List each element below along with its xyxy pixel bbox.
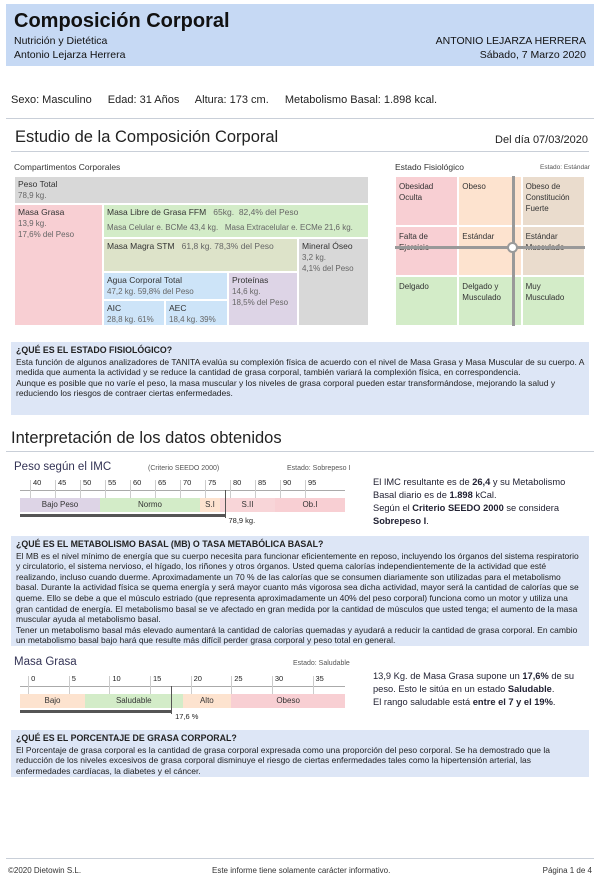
footer-page: Página 1 de 4 [542,866,592,875]
scale-band: S.I [200,498,220,512]
fisio-cell: Delgado [395,276,458,326]
patient-info [11,94,450,106]
scale-tick: 20 [193,674,202,683]
study-title: Estudio de la Composición Corporal [15,128,279,146]
fisio-cell: Muy Musculado [522,276,585,326]
scale-tick: 45 [58,478,67,487]
scale-axis [20,490,345,491]
imc-criterio-bold: Criterio SEEDO 2000 [412,503,504,513]
scale-tick: 40 [33,478,42,487]
grasa-text-4: El rango saludable está [373,697,473,707]
aic-box [103,300,165,326]
report-subtitle: Nutrición y Dietética [14,35,108,47]
scale-tick: 5 [71,674,76,683]
scale-tick: 65 [158,478,167,487]
interp-title: Interpretación de los datos obtenidos [11,429,282,447]
scale-tick: 75 [208,478,217,487]
aec-label: AEC [169,303,187,313]
imc-title: Peso según el IMC [14,461,112,473]
scale-value-mark [171,686,172,714]
scale-band: Obeso [231,694,345,708]
fisio-marker-dot [507,242,518,253]
grasa-pct: 17,6% [522,671,549,681]
grasa-text-3: . [551,684,555,694]
magra-label: Masa Magra STM [107,241,175,251]
info1-p1: Esta función de algunos analizadores de TANITA evalúa su complexión física de acuerdo con el nivel de Masa Grasa y Masa Muscular de su cuerpo. A medida que aumenta la actividad y se reduce la cantidad de grasa corporal, también variará la complexión física, en correspondencia. [16,356,584,378]
scale-value-mark [225,490,226,518]
author-name: Antonio Lejarza Herrera [14,49,126,61]
scale-tick: 15 [153,674,162,683]
fisio-cell: Obeso de Constitución Fuerte [522,176,585,226]
imc-text-3: kCal. [472,490,497,500]
imc-status: Estado: Sobrepeso I [287,465,351,472]
info-porcentaje-grasa [11,730,589,777]
masa-magra-box [103,238,298,272]
study-date: Del día 07/03/2020 [495,134,588,146]
agua-label: Agua Corporal Total [107,275,182,285]
divider [11,151,589,152]
footer-copyright: ©2020 Dietowin S.L. [8,866,82,875]
grasa-estado: Saludable [507,684,552,694]
scale-band: Ob.I [275,498,345,512]
mlg-label: Masa Libre de Grasa FFM [107,207,207,217]
divider [6,858,594,859]
masa-libre-grasa-box [103,204,369,238]
imc-text-5: se considera [503,503,560,513]
imc-value: 26,4 [472,477,491,487]
fisio-marker-line [395,246,585,249]
fisio-cell: Obeso [458,176,521,226]
peso-total-box [14,176,369,204]
aec-box [165,300,228,326]
scale-tick: 95 [308,478,317,487]
oseo-kg: 3,2 kg. [302,253,327,262]
scale-tick: 0 [31,674,36,683]
grasa-text-2: de su peso. Esto le sitúa en un estado [373,671,575,694]
peso-total-label: Peso Total [18,179,58,189]
patient-height: Altura: 173 cm. [194,94,269,106]
masa-grasa-pct: 17,6% del Peso [18,230,75,239]
mlg-pct: 82,4% del Peso [238,207,299,217]
magra-value: 61,8 kg. 78,3% del Peso [181,241,274,251]
scale-tick: 55 [108,478,117,487]
grasa-summary [373,670,588,709]
mineral-oseo-box [298,238,369,326]
patient-sex: Sexo: Masculino [11,94,92,106]
scale-band: Bajo Peso [20,498,100,512]
info-metabolismo-basal [11,536,589,646]
masa-grasa-kg: 13,9 kg. [18,219,47,228]
oseo-pct: 4,1% del Peso [302,264,354,273]
info3-p1: El Porcentaje de grasa corporal es la cantidad de grasa corporal expresada como una proporción del peso corporal. Se ha demostrado que la reducción de los niveles excesivos de grasa corporal disminuye el riesgo de ciertas enfermedades tales como la hipertensión arterial, las enfermedades cardíacas, la diabetes y el cáncer. [16,744,550,776]
fisio-cell: Estándar [522,226,585,276]
info1-title: ¿QUÉ ES EL ESTADO FISIOLÓGICO? [16,345,173,355]
imc-text-6: . [426,516,429,526]
compartments-title: Compartimentos Corporales [14,162,121,172]
imc-criterio: (Criterio SEEDO 2000) [148,465,220,472]
oseo-label: Mineral Óseo [302,241,353,251]
scale-band: Normo [100,498,200,512]
patient-name: ANTONIO LEJARZA HERRERA [435,35,586,47]
aec-value: 18,4 kg. 39% [169,315,216,324]
fisio-grid [395,176,585,326]
masa-grasa-label: Masa Grasa [18,207,65,217]
scale-tick: 35 [315,674,324,683]
fisio-title: Estado Fisiológico [395,162,464,172]
grasa-status: Estado: Saludable [293,660,350,667]
patient-age: Edad: 31 Años [107,94,180,106]
scale-value-label: 78,9 kg. [228,516,256,525]
scale-tick: 70 [183,478,192,487]
scale-tick: 10 [112,674,121,683]
fisio-cell: Delgado y Musculado [458,276,521,326]
imc-scale [20,478,355,528]
imc-text-1: El IMC resultante es de [373,477,473,487]
proteinas-kg: 14,6 kg. [232,287,261,296]
scale-band: S.II [220,498,275,512]
grasa-scale [20,674,355,724]
mlg-kg: 65kg. [213,207,235,217]
masa-extracelular: Masa Extracelular e. ECMe 21,6 kg. [224,223,353,232]
scale-tick: 60 [133,478,142,487]
info1-p2: Aunque es posible que no varíe el peso, la masa muscular y los niveles de grasa corporal pueden estar transformándose, mejorando la salud y reduciendo los riesgos de contraer ciertas enfermedades. [16,377,556,399]
aic-label: AIC [107,303,122,313]
grasa-title: Masa Grasa [14,656,77,668]
agua-value: 47,2 kg. 59,8% del Peso [107,287,194,296]
scale-band: Alto [183,694,232,708]
info2-p2: Tener un metabolismo basal más elevado aumentará la cantidad de calorías quemadas y ayudará a reducir la cantidad de grasa corporal. En cambio un metabolismo basal bajo hará que resulte más difícil perder grasa corporal y peso total en general. [16,624,578,646]
masa-celular: Masa Celular e. BCMe 43,4 kg. [107,223,219,232]
fisio-cell: Obesidad Oculta [395,176,458,226]
scale-band: Bajo [20,694,85,708]
grasa-text-5: . [552,697,556,707]
aic-value: 28,8 kg. 61% [107,315,154,324]
report-date: Sábado, 7 Marzo 2020 [479,49,586,61]
scale-tick: 90 [283,478,292,487]
scale-value-bar [20,710,171,713]
divider [6,118,594,119]
agua-corporal-box [103,272,228,300]
peso-total-value: 78,9 kg. [18,191,47,200]
proteinas-box [228,272,298,326]
scale-band: Saludable [85,694,183,708]
scale-value-bar [20,514,225,517]
info2-title: ¿QUÉ ES EL METABOLISMO BASAL (MB) O TASA METABÓLICA BASAL? [16,539,324,549]
fisio-status: Estado: Estándar [540,164,590,171]
info2-p1: El MB es el nivel mínimo de energía que su cuerpo necesita para funcionar eficientemente en reposo, incluyendo los órganos del sistema respiratorio y circulatorio, el sistema nervioso, el hígado, los riñones y otros órganos. Usted quema calorías independientemente de la actividad que esté realizando, incluso cuando duerme. Aproximadamente un 70 % de las calorías que se consumen diariamente son utilizadas para el metabolismo basal. Durante la actividad física se quema energía y será mayor cuanto más vigorosa sea dicha actividad, mayor será la cantidad de calorías que se queme. Ello se debe a que el músculo estriado (que representa aproximadamente un 40% del peso corporal) funciona como un motor y utiliza una gran cantidad de energía. El metabolismo basal se ve afectado en gran medida por la cantidad de músculos que usted tenga; el aumento de la masa muscular ayuda al metabolismo basal. [16,550,579,625]
report-header [6,4,594,66]
scale-tick: 25 [234,674,243,683]
scale-tick: 85 [258,478,267,487]
masa-grasa-box [14,204,103,326]
report-title: Composición Corporal [14,10,230,32]
grasa-text-1: 13,9 Kg. de Masa Grasa supone un [373,671,523,681]
imc-summary [373,476,588,528]
info3-title: ¿QUÉ ES EL PORCENTAJE DE GRASA CORPORAL? [16,733,237,743]
divider [6,451,594,452]
scale-value-label: 17,6 % [175,712,199,721]
proteinas-pct: 18,5% del Peso [232,298,289,307]
imc-estado-bold: Sobrepeso I [373,516,427,526]
patient-bmr: Metabolismo Basal: 1.898 kcal. [284,94,438,106]
proteinas-label: Proteínas [232,275,269,285]
imc-text-4: Según el [373,503,413,513]
footer-note: Este informe tiene solamente carácter informativo. [212,866,391,875]
imc-bmr: 1.898 [449,490,473,500]
imc-text-2: y su Metabolismo Basal diario es de [373,477,566,500]
fisio-cell: Estándar [458,226,521,276]
scale-tick: 50 [83,478,92,487]
info-estado-fisiologico [11,342,589,415]
grasa-rango: entre el 7 y el 19% [472,697,553,707]
scale-tick: 80 [233,478,242,487]
fisio-cell: Falta de [395,226,458,276]
scale-tick: 30 [274,674,284,683]
